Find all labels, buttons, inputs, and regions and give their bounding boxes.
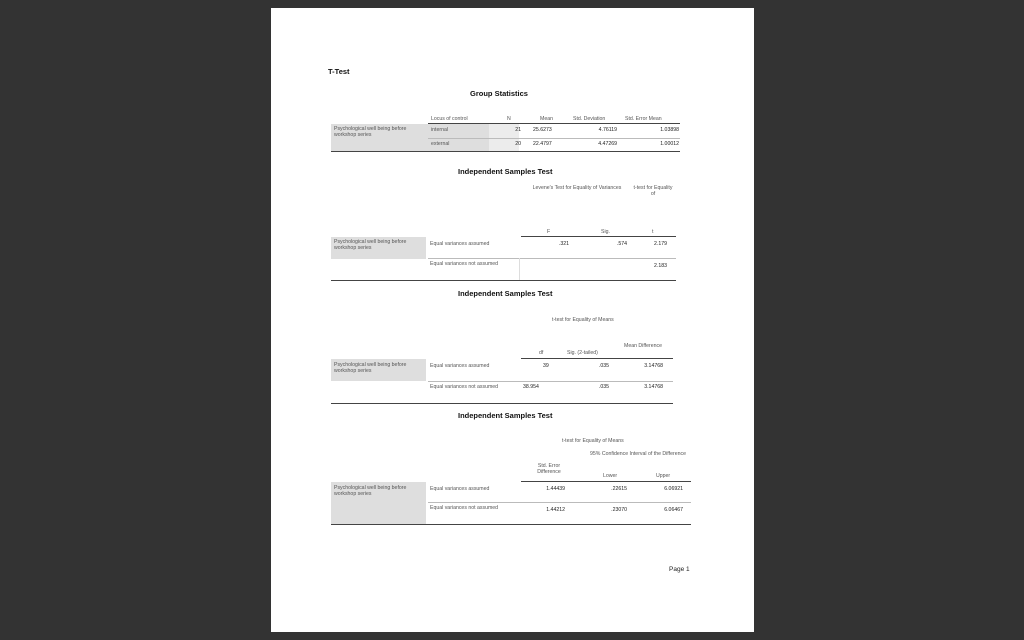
equal-variances-not-assumed-label: Equal variances not assumed <box>430 505 499 511</box>
col-locus-of-control: Locus of control <box>431 116 468 122</box>
mean-internal: 25.6273 <box>533 127 552 133</box>
sem-internal: 1.03898 <box>660 127 679 133</box>
row-rule <box>428 258 676 259</box>
bottom-rule <box>331 403 673 404</box>
row-label: Psychological well being before workshop series <box>334 126 407 139</box>
lower-assumed: .22615 <box>611 486 627 492</box>
ttest-header: t-test for Equality of <box>633 185 673 198</box>
t-assumed: 2.179 <box>654 241 667 247</box>
equal-variances-not-assumed-label: Equal variances not assumed <box>430 384 499 390</box>
col-mean: Mean <box>540 116 553 122</box>
equal-variances-not-assumed-label: Equal variances not assumed <box>430 261 499 267</box>
sd-external: 4.47269 <box>598 141 617 147</box>
df-not-assumed: 38.954 <box>523 384 539 390</box>
row-rule <box>428 381 673 382</box>
f-value: .321 <box>558 241 569 247</box>
sig2-not-assumed: .035 <box>598 384 609 390</box>
md-assumed: 3.14768 <box>644 363 663 369</box>
col-std-deviation: Std. Deviation <box>573 116 606 122</box>
ttest-header: t-test for Equality of Means <box>562 438 624 444</box>
col-n: N <box>507 116 511 122</box>
upper-not-assumed: 6.06467 <box>664 507 683 513</box>
mean-external: 22.4797 <box>533 141 552 147</box>
row-label: Psychological well being before workshop series <box>334 239 407 252</box>
n-internal: 21 <box>515 127 521 133</box>
col-lower: Lower <box>603 473 618 479</box>
levene-header: Levene's Test for Equality of Variances <box>532 185 622 191</box>
sd-internal: 4.76119 <box>598 127 617 133</box>
page-title: T-Test <box>328 67 350 76</box>
sig2-assumed: .035 <box>598 363 609 369</box>
col-sig-2-tailed: Sig. (2-tailed) <box>567 350 598 356</box>
row-rule <box>428 502 691 503</box>
header-rule <box>521 358 673 359</box>
header-rule <box>521 481 691 482</box>
group-statistics-heading: Group Statistics <box>470 89 528 98</box>
col-sig: Sig. <box>601 229 610 235</box>
row-label: Psychological well being before workshop series <box>334 485 407 498</box>
document-page <box>271 8 754 632</box>
equal-variances-assumed-label: Equal variances assumed <box>430 486 490 492</box>
equal-variances-assumed-label: Equal variances assumed <box>430 241 490 247</box>
col-std-error-difference: Std. Error Difference <box>537 463 561 476</box>
col-mean-difference: Mean Difference <box>624 343 662 349</box>
sem-external: 1.00012 <box>660 141 679 147</box>
sed-assumed: 1.44439 <box>546 486 565 492</box>
col-f: F <box>547 229 551 235</box>
sed-not-assumed: 1.44212 <box>546 507 565 513</box>
df-assumed: 39 <box>543 363 549 369</box>
ind3-heading: Independent Samples Test <box>458 411 553 420</box>
bottom-rule <box>331 151 680 152</box>
column-divider <box>519 258 520 280</box>
row-rule <box>428 138 680 139</box>
group-external: external <box>431 141 450 147</box>
ci-header: 95% Confidence Interval of the Difference <box>590 451 686 457</box>
ttest-header: t-test for Equality of Means <box>552 317 614 323</box>
upper-assumed: 6.06921 <box>664 486 683 492</box>
header-rule <box>521 236 676 237</box>
equal-variances-assumed-label: Equal variances assumed <box>430 363 490 369</box>
col-df: df <box>539 350 544 356</box>
lower-not-assumed: .23070 <box>611 507 627 513</box>
bottom-rule <box>331 524 691 525</box>
col-t: t <box>652 229 654 235</box>
row-label: Psychological well being before workshop series <box>334 362 407 375</box>
page-number: Page 1 <box>669 566 690 573</box>
col-upper: Upper <box>656 473 671 479</box>
bottom-rule <box>331 280 676 281</box>
col-std-error-mean: Std. Error Mean <box>625 116 662 122</box>
ind2-heading: Independent Samples Test <box>458 289 553 298</box>
md-not-assumed: 3.14768 <box>644 384 663 390</box>
n-external: 20 <box>515 141 521 147</box>
sig-value: .574 <box>616 241 627 247</box>
t-not-assumed: 2.183 <box>654 263 667 269</box>
ind1-heading: Independent Samples Test <box>458 167 553 176</box>
group-internal: internal <box>431 127 449 133</box>
